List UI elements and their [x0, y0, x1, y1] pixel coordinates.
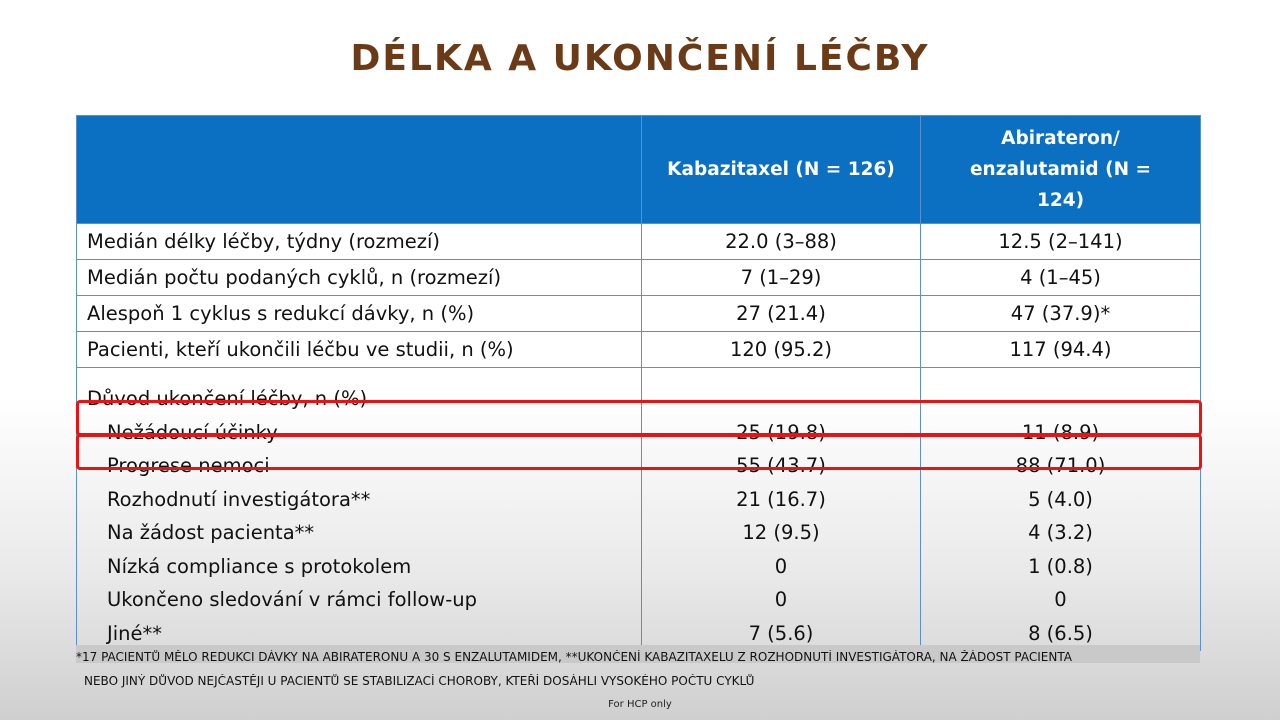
reason-value: 21 (16.7): [736, 487, 826, 511]
header-empty-cell: [77, 116, 642, 224]
reason-value: 7 (5.6): [748, 621, 814, 645]
reason-value: 1 (0.8): [1028, 554, 1093, 578]
reason-value: 0: [774, 588, 788, 611]
footnote-line-2: NEBO JINÝ DŮVOD NEJČASTĚJI U PACIENTŮ SE STABILIZACÍ CHOROBY, KTEŘÍ DOSÁHLI VYSOKÉHO POČTU CYKLŮ: [84, 674, 755, 688]
reason-value: 11 (8.9): [1021, 420, 1100, 444]
reason-value: 5 (4.0): [1028, 487, 1093, 511]
table-row: [77, 224, 1201, 260]
header-abirateron: [921, 116, 1201, 224]
row-value-abirateron: 12.5 (2–141): [921, 224, 1201, 260]
header-abirateron-line: enzalutamid (N =: [970, 159, 1151, 180]
reason-label: Rozhodnutí investigátora**: [107, 487, 371, 511]
row-value-kabazitaxel: 7 (1–29): [642, 260, 921, 296]
footnote-line-1: *17 PACIENTŮ MĚLO REDUKCI DÁVKY NA ABIRATERONU A 30 S ENZALUTAMIDEM, **UKONČENÍ KABAZITAXELU Z ROZHODNUTÍ INVESTIGÁTORA, NA ŽÁDOST PACIENTA: [76, 650, 1072, 664]
reason-label: Jiné**: [107, 621, 163, 645]
reason-label: Nežádoucí účinky: [107, 420, 278, 444]
row-label: Medián počtu podaných cyklů, n (rozmezí): [77, 260, 642, 296]
row-value-kabazitaxel: 27 (21.4): [642, 296, 921, 332]
reason-label: Na žádost pacienta**: [107, 521, 315, 544]
reason-value: 25 (19.8): [736, 420, 826, 444]
reason-value: 88 (71.0): [1015, 454, 1106, 477]
header-kabazitaxel: Kabazitaxel (N = 126): [642, 116, 921, 224]
table-row: [77, 296, 1201, 332]
footer-hcp: For HCP only: [608, 699, 672, 710]
slide-title: DÉLKA A UKONČENÍ LÉČBY: [350, 38, 930, 79]
reason-value: 55 (43.7): [736, 454, 826, 477]
highlight-adverse-events: [76, 400, 1202, 436]
row-label: Medián délky léčby, týdny (rozmezí): [77, 224, 642, 260]
treatment-table: [76, 115, 1201, 651]
reason-label: Progrese nemoci: [107, 454, 270, 477]
reason-value: 0: [774, 554, 788, 578]
row-value-kabazitaxel: 22.0 (3–88): [642, 224, 921, 260]
row-label: Alespoň 1 cyklus s redukcí dávky, n (%): [77, 296, 642, 332]
table-row: [77, 260, 1201, 296]
reason-value: 0: [1054, 588, 1067, 611]
row-value-abirateron: 117 (94.4): [921, 332, 1201, 368]
reason-heading: Důvod ukončení léčby, n (%): [87, 387, 368, 410]
row-value-abirateron: 47 (37.9)*: [921, 296, 1201, 332]
header-abirateron-line: Abirateron/: [1001, 128, 1120, 149]
row-label: Pacienti, kteří ukončili léčbu ve studii, n (%): [77, 332, 642, 368]
header-abirateron-line: 124): [1036, 190, 1085, 211]
highlight-disease-progression: [76, 434, 1202, 470]
reason-label: Ukončeno sledování v rámci follow-up: [107, 588, 478, 611]
reason-value: 12 (9.5): [742, 521, 820, 544]
row-value-abirateron: 4 (1–45): [921, 260, 1201, 296]
table-row: [77, 332, 1201, 368]
reason-value: 4 (3.2): [1028, 521, 1093, 544]
reason-value: 8 (6.5): [1028, 621, 1093, 645]
row-value-kabazitaxel: 120 (95.2): [642, 332, 921, 368]
reason-label: Nízká compliance s protokolem: [107, 554, 412, 578]
table-header-row: [77, 116, 1201, 224]
